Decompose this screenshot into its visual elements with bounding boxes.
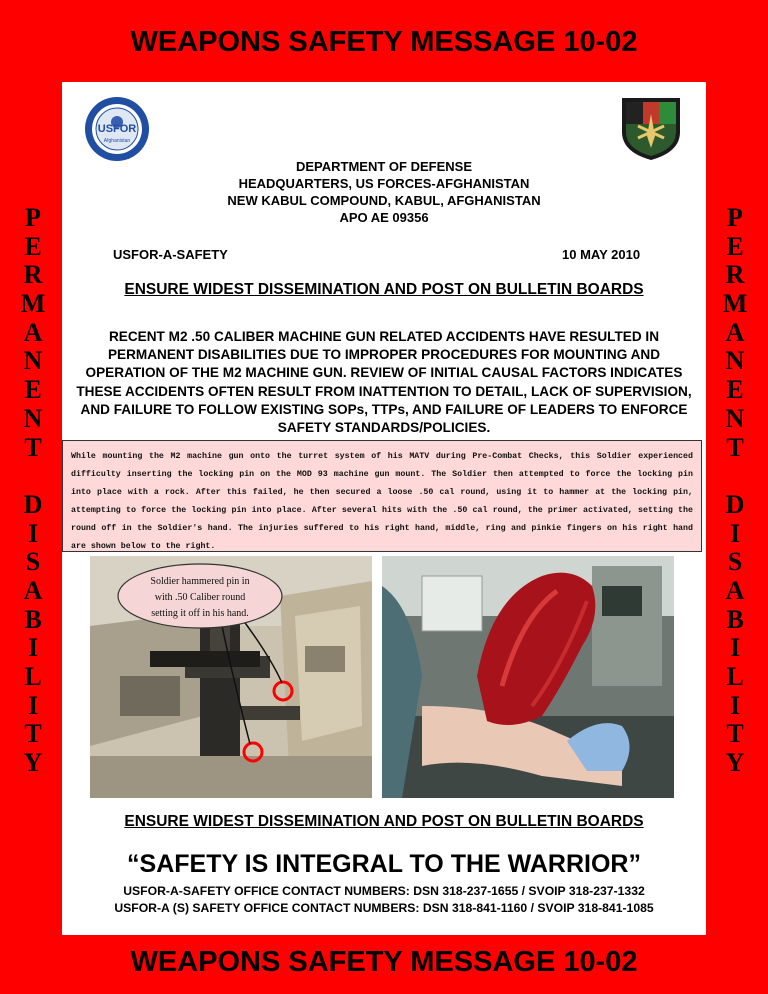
memo-date: 10 MAY 2010 (562, 247, 641, 262)
side-letter: S (25, 547, 41, 577)
side-letter: A (725, 575, 745, 605)
injury-photo (382, 556, 674, 798)
side-letter: M (20, 289, 46, 319)
side-letter: P (727, 203, 743, 232)
dissemination-notice-bottom: ENSURE WIDEST DISSEMINATION AND POST ON BULLETIN BOARDS (124, 813, 644, 830)
injury-photo-illustration (382, 556, 674, 798)
side-letter: B (24, 604, 42, 634)
callout-line: Soldier hammered pin in (150, 576, 250, 587)
side-letter: M (722, 289, 748, 319)
seal-text: USFOR (97, 123, 137, 135)
side-letter: S (727, 547, 743, 577)
callout-text (130, 574, 270, 622)
incident-description: While mounting the M2 machine gun onto the turret system of his MATV during Pre-Combat Checks, this Soldier experienced difficulty inserting the locking pin on the MOD 93 machine gun mount. The Soldier then attempted to force the locking pin into place with a rock. After this failed, he then secured a loose .50 cal round, using it to hammer at the locking pin, attempting to force the locking pin into place. After several hits with the .50 cal round, the primer activated, setting the round off in the Soldier's hand. The injuries suffered to his right hand, middle, ring and pinkie fingers on his right hand are shown below to the right. (62, 440, 702, 552)
side-letter: A (725, 317, 745, 347)
bottom-banner-title: WEAPONS SAFETY MESSAGE 10-02 (130, 946, 638, 978)
header-line: APO AE 09356 (339, 210, 429, 225)
side-letter: E (24, 231, 42, 261)
side-letter: D (725, 489, 745, 519)
usfor-seal-logo (82, 96, 152, 162)
seal-subtext: Afghanistan (103, 138, 131, 144)
side-letter: L (726, 662, 744, 691)
side-letter: R (725, 260, 745, 290)
side-letter: A (23, 317, 43, 347)
side-letter: E (726, 231, 744, 261)
side-letter: I (729, 633, 741, 663)
side-letter: T (24, 719, 42, 749)
side-letter: D (23, 489, 43, 519)
side-letter: I (27, 633, 39, 663)
accident-summary: RECENT M2 .50 CALIBER MACHINE GUN RELATED ACCIDENTS HAVE RESULTED IN PERMANENT DISABILITIES DUE TO IMPROPER PROCEDURES FOR MOUNTING AND OPERATION OF THE M2 MACHINE GUN. REVIEW OF INITIAL CAUSAL FACTORS INDICATES THESE ACCIDENTS OFTEN RESULT FROM INATTENTION TO DETAIL, LACK OF SUPERVISION, AND FAILURE TO FOLLOW EXISTING SOPs, TTPs, AND FAILURE OF LEADERS TO ENFORCE SAFETY STANDARDS/POLICIES. (76, 329, 692, 436)
side-gap (4, 462, 62, 491)
office-symbol: USFOR-A-SAFETY (113, 247, 228, 262)
side-gap (706, 462, 764, 491)
side-letter: E (726, 375, 744, 405)
contact-numbers (62, 883, 706, 917)
side-letter: I (27, 690, 39, 720)
side-text-right (706, 204, 764, 778)
unit-patch-logo (620, 96, 682, 162)
dissemination-notice-top: ENSURE WIDEST DISSEMINATION AND POST ON BULLETIN BOARDS (124, 281, 644, 298)
side-letter: N (725, 403, 745, 433)
header-line: DEPARTMENT OF DEFENSE (296, 159, 472, 174)
side-letter: I (729, 518, 741, 548)
side-letter: N (23, 403, 43, 433)
side-letter: N (725, 346, 745, 376)
top-banner-title: WEAPONS SAFETY MESSAGE 10-02 (130, 26, 638, 58)
side-letter: L (24, 662, 42, 691)
mount-photo (90, 556, 372, 798)
side-letter: I (729, 690, 741, 720)
side-letter: E (24, 375, 42, 405)
contact-line: USFOR-A (S) SAFETY OFFICE CONTACT NUMBERS: DSN 318-841-1160 / SVOIP 318-841-1085 (114, 901, 654, 915)
safety-slogan: “SAFETY IS INTEGRAL TO THE WARRIOR” (127, 850, 641, 878)
side-letter: N (23, 346, 43, 376)
side-letter: A (23, 575, 43, 605)
side-letter: B (726, 604, 744, 634)
department-header (62, 158, 706, 226)
contact-line: USFOR-A-SAFETY OFFICE CONTACT NUMBERS: DSN 318-237-1655 / SVOIP 318-237-1332 (123, 884, 645, 898)
side-letter: Y (23, 748, 43, 778)
side-letter: T (726, 719, 744, 749)
callout-line: setting it off in his hand. (151, 608, 249, 619)
side-letter: I (27, 518, 39, 548)
header-line: HEADQUARTERS, US FORCES-AFGHANISTAN (238, 176, 530, 191)
side-letter: Y (725, 748, 745, 778)
header-line: NEW KABUL COMPOUND, KABUL, AFGHANISTAN (227, 193, 541, 208)
side-letter: T (726, 432, 744, 462)
side-letter: R (23, 260, 43, 290)
side-letter: T (24, 432, 42, 462)
side-text-left (4, 204, 62, 778)
side-letter: P (25, 203, 41, 232)
callout-line: with .50 Caliber round (154, 592, 246, 603)
